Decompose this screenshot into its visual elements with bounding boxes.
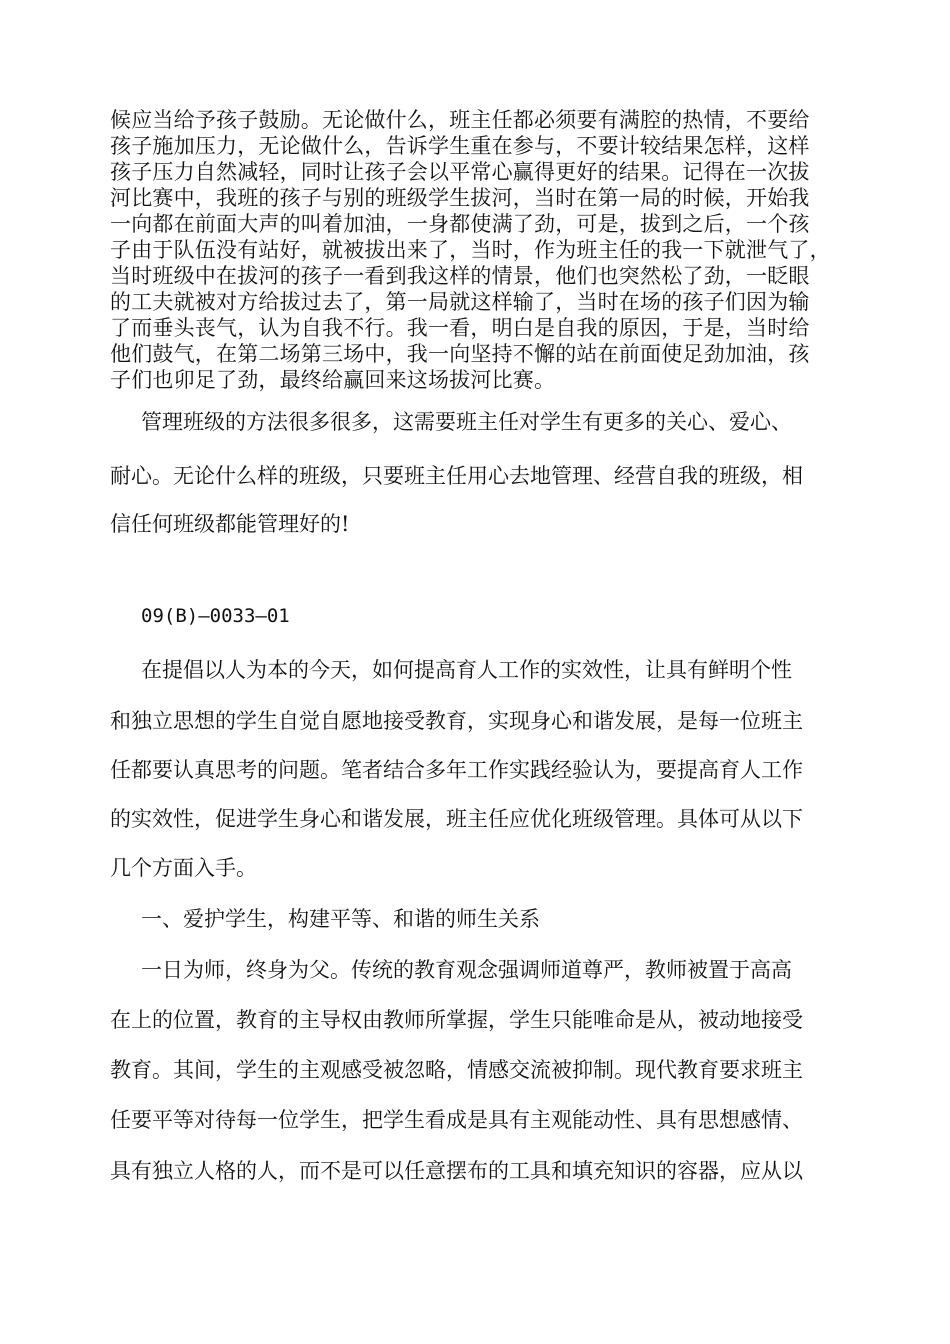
text-line: 任都要认真思考的问题。笔者结合多年工作实践经验认为，要提高育人工作	[110, 758, 803, 782]
text-line: 孩子压力自然减轻，同时让孩子会以平常心赢得更好的结果。记得在一次拔	[110, 160, 810, 184]
text-line: 候应当给予孩子鼓励。无论做什么，班主任都必须要有满腔的热情，不要给	[110, 108, 810, 132]
text-line: 子们也卯足了劲，最终给赢回来这场拔河比赛。	[110, 368, 556, 392]
text-line: 孩子施加压力，无论做什么，告诉学生重在参与，不要计较结果怎样，这样	[110, 134, 810, 158]
text-line: 在提倡以人为本的今天，如何提高育人工作的实效性，让具有鲜明个性	[141, 658, 792, 682]
text-line: 的工夫就被对方给拔过去了，第一局就这样输了，当时在场的孩子们因为输	[110, 290, 810, 314]
text-line: 一日为师，终身为父。传统的教育观念强调师道尊严，教师被置于高高	[141, 958, 792, 982]
text-line: 了而垂头丧气，认为自我不行。我一看，明白是自我的原因，于是，当时给	[110, 316, 810, 340]
text-line: 当时班级中在拔河的孩子一看到我这样的情景，他们也突然松了劲，一眨眼	[110, 264, 810, 288]
text-line: 和独立思想的学生自觉自愿地接受教育，实现身心和谐发展，是每一位班主	[110, 709, 803, 733]
text-line: 教育。其间，学生的主观感受被忽略，情感交流被抑制。现代教育要求班主	[110, 1058, 803, 1082]
text-line: 几个方面入手。	[110, 856, 257, 880]
text-line: 信任何班级都能管理好的!	[110, 512, 350, 536]
section-heading: 一、爱护学生，构建平等、和谐的师生关系	[141, 907, 540, 931]
text-line: 具有独立人格的人，而不是可以任意摆布的工具和填充知识的容器，应从以	[110, 1159, 803, 1183]
text-line: 河比赛中，我班的孩子与别的班级学生拔河，当时在第一局的时候，开始我	[110, 186, 810, 210]
text-line: 子由于队伍没有站好，就被拔出来了，当时，作为班主任的我一下就泄气了，	[110, 238, 831, 262]
text-line: 的实效性，促进学生身心和谐发展，班主任应优化班级管理。具体可从以下	[110, 807, 803, 831]
text-line: 在上的位置，教育的主导权由教师所掌握，学生只能唯命是从，被动地接受	[110, 1008, 803, 1032]
document-code: 09(B)—0033—01	[141, 605, 290, 627]
text-line: 管理班级的方法很多很多，这需要班主任对学生有更多的关心、爱心、	[141, 410, 792, 434]
text-line: 一向都在前面大声的叫着加油，一身都使满了劲，可是，拔到之后，一个孩	[110, 212, 810, 236]
text-line: 任要平等对待每一位学生，把学生看成是具有主观能动性、具有思想感情、	[110, 1108, 803, 1132]
text-line: 他们鼓气，在第二场第三场中，我一向坚持不懈的站在前面使足劲加油，孩	[110, 342, 810, 366]
text-line: 耐心。无论什么样的班级，只要班主任用心去地管理、经营自我的班级，相	[110, 464, 803, 488]
